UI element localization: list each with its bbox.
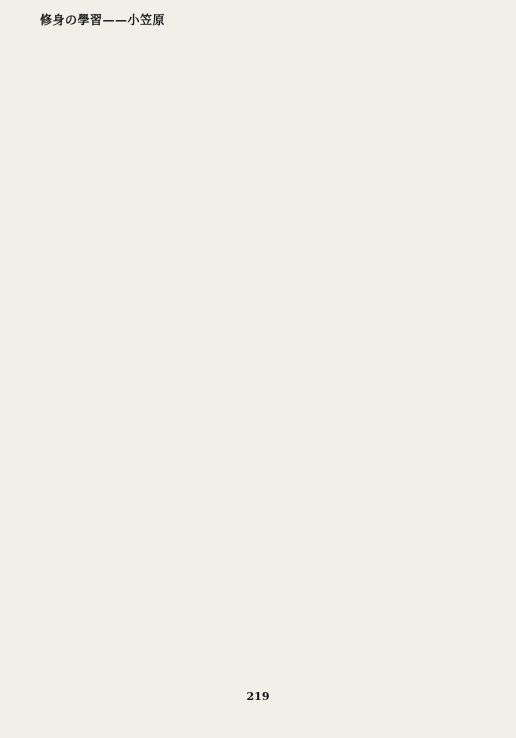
text-block-left [24, 40, 250, 670]
text-block-right [266, 40, 492, 670]
body-text-right [266, 40, 492, 670]
body-text-left [24, 40, 250, 670]
running-header: 修身の學習——小笠原 [40, 13, 166, 27]
page-number: 219 [246, 690, 270, 703]
